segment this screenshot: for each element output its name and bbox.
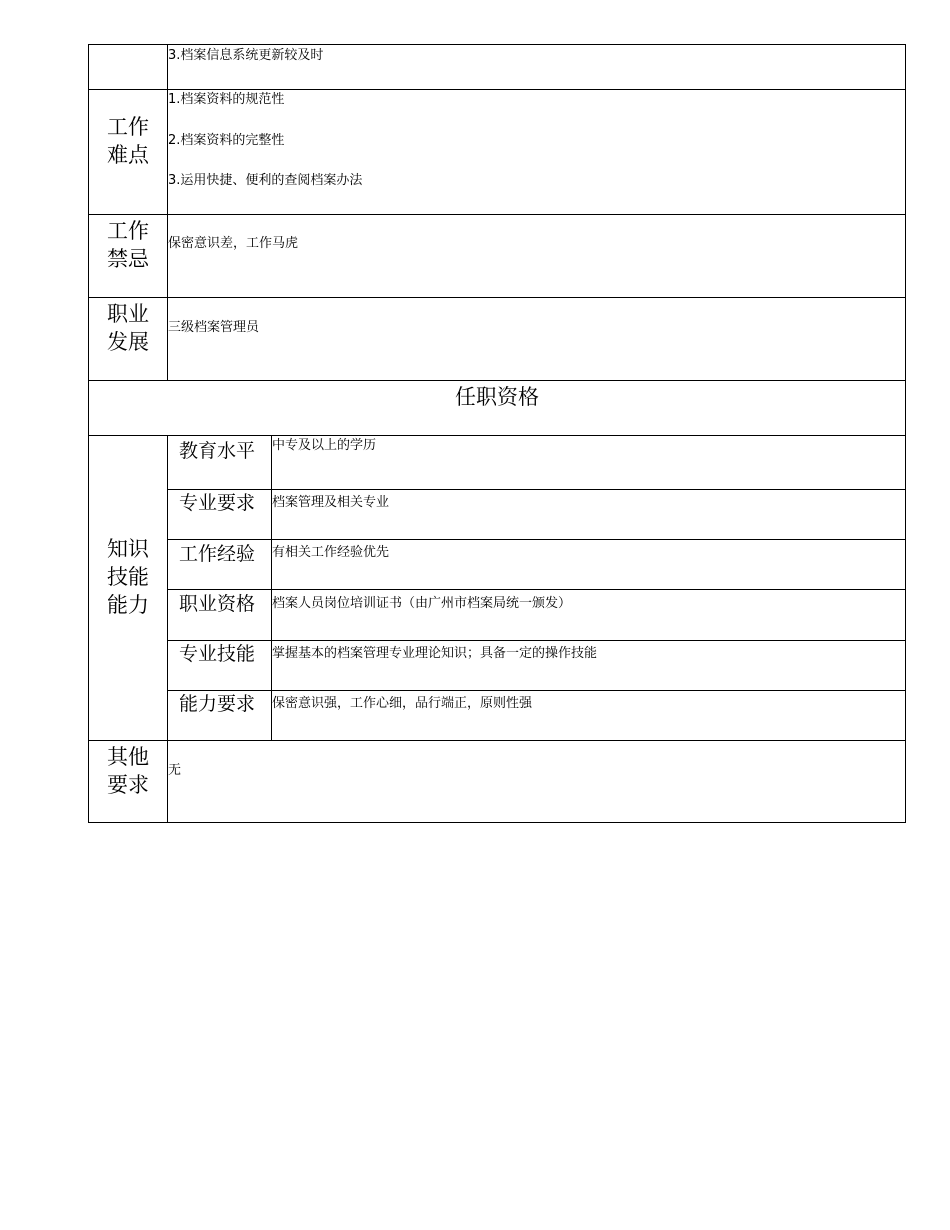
career-label-line: 职业 — [107, 302, 149, 326]
qualification-value: 档案管理及相关专业 — [272, 495, 390, 510]
difficulty-item: 3.运用快捷、便利的查阅档案办法 — [168, 173, 363, 188]
taboo-text: 保密意识差，工作马虎 — [168, 236, 299, 251]
row-divider — [167, 690, 905, 691]
row-divider — [167, 539, 905, 540]
job-description-table — [88, 44, 906, 823]
row-divider — [89, 740, 905, 741]
row-divider — [89, 89, 905, 90]
difficulty-item: 2.档案资料的完整性 — [168, 133, 285, 148]
row-divider — [89, 380, 905, 381]
qualification-label: 教育水平 — [179, 440, 256, 462]
taboo-label-line: 工作 — [107, 219, 149, 243]
group-label-line: 知识 — [107, 537, 149, 561]
other-label — [89, 743, 167, 799]
qualification-label: 职业资格 — [179, 593, 256, 615]
qualification-label: 专业技能 — [179, 643, 256, 665]
qualification-value: 有相关工作经验优先 — [272, 545, 390, 560]
taboo-label-line: 禁忌 — [107, 247, 149, 271]
qualifications-title: 任职资格 — [455, 385, 539, 409]
group-label-line: 技能 — [107, 565, 149, 589]
difficulty-label-line: 难点 — [107, 143, 149, 167]
difficulty-label — [89, 113, 167, 169]
qualification-value: 档案人员岗位培训证书（由广州市档案局统一颁发） — [272, 596, 572, 611]
difficulty-item: 1.档案资料的规范性 — [168, 92, 285, 107]
other-text: 无 — [168, 763, 182, 778]
group-label-line: 能力 — [107, 593, 149, 617]
row-divider — [89, 435, 905, 436]
row-divider — [167, 489, 905, 490]
qualifications-group-label — [89, 535, 167, 619]
taboo-label — [89, 217, 167, 273]
qualification-value: 保密意识强，工作心细，品行端正，原则性强 — [272, 696, 533, 711]
row-divider — [167, 640, 905, 641]
difficulty-label-line: 工作 — [107, 115, 149, 139]
continuation-item: 3.档案信息系统更新较及时 — [168, 48, 324, 63]
qualification-value: 中专及以上的学历 — [272, 438, 377, 453]
qualification-value: 掌握基本的档案管理专业理论知识；具备一定的操作技能 — [272, 646, 598, 661]
career-label — [89, 300, 167, 356]
row-divider — [89, 297, 905, 298]
career-label-line: 发展 — [107, 330, 149, 354]
qualification-label: 工作经验 — [179, 543, 256, 565]
qualification-label: 能力要求 — [179, 693, 256, 715]
row-divider — [89, 214, 905, 215]
row-divider — [167, 589, 905, 590]
column-divider — [271, 435, 272, 740]
other-label-line: 要求 — [107, 773, 149, 797]
other-label-line: 其他 — [107, 745, 149, 769]
qualification-label: 专业要求 — [179, 492, 256, 514]
career-text: 三级档案管理员 — [168, 320, 260, 335]
